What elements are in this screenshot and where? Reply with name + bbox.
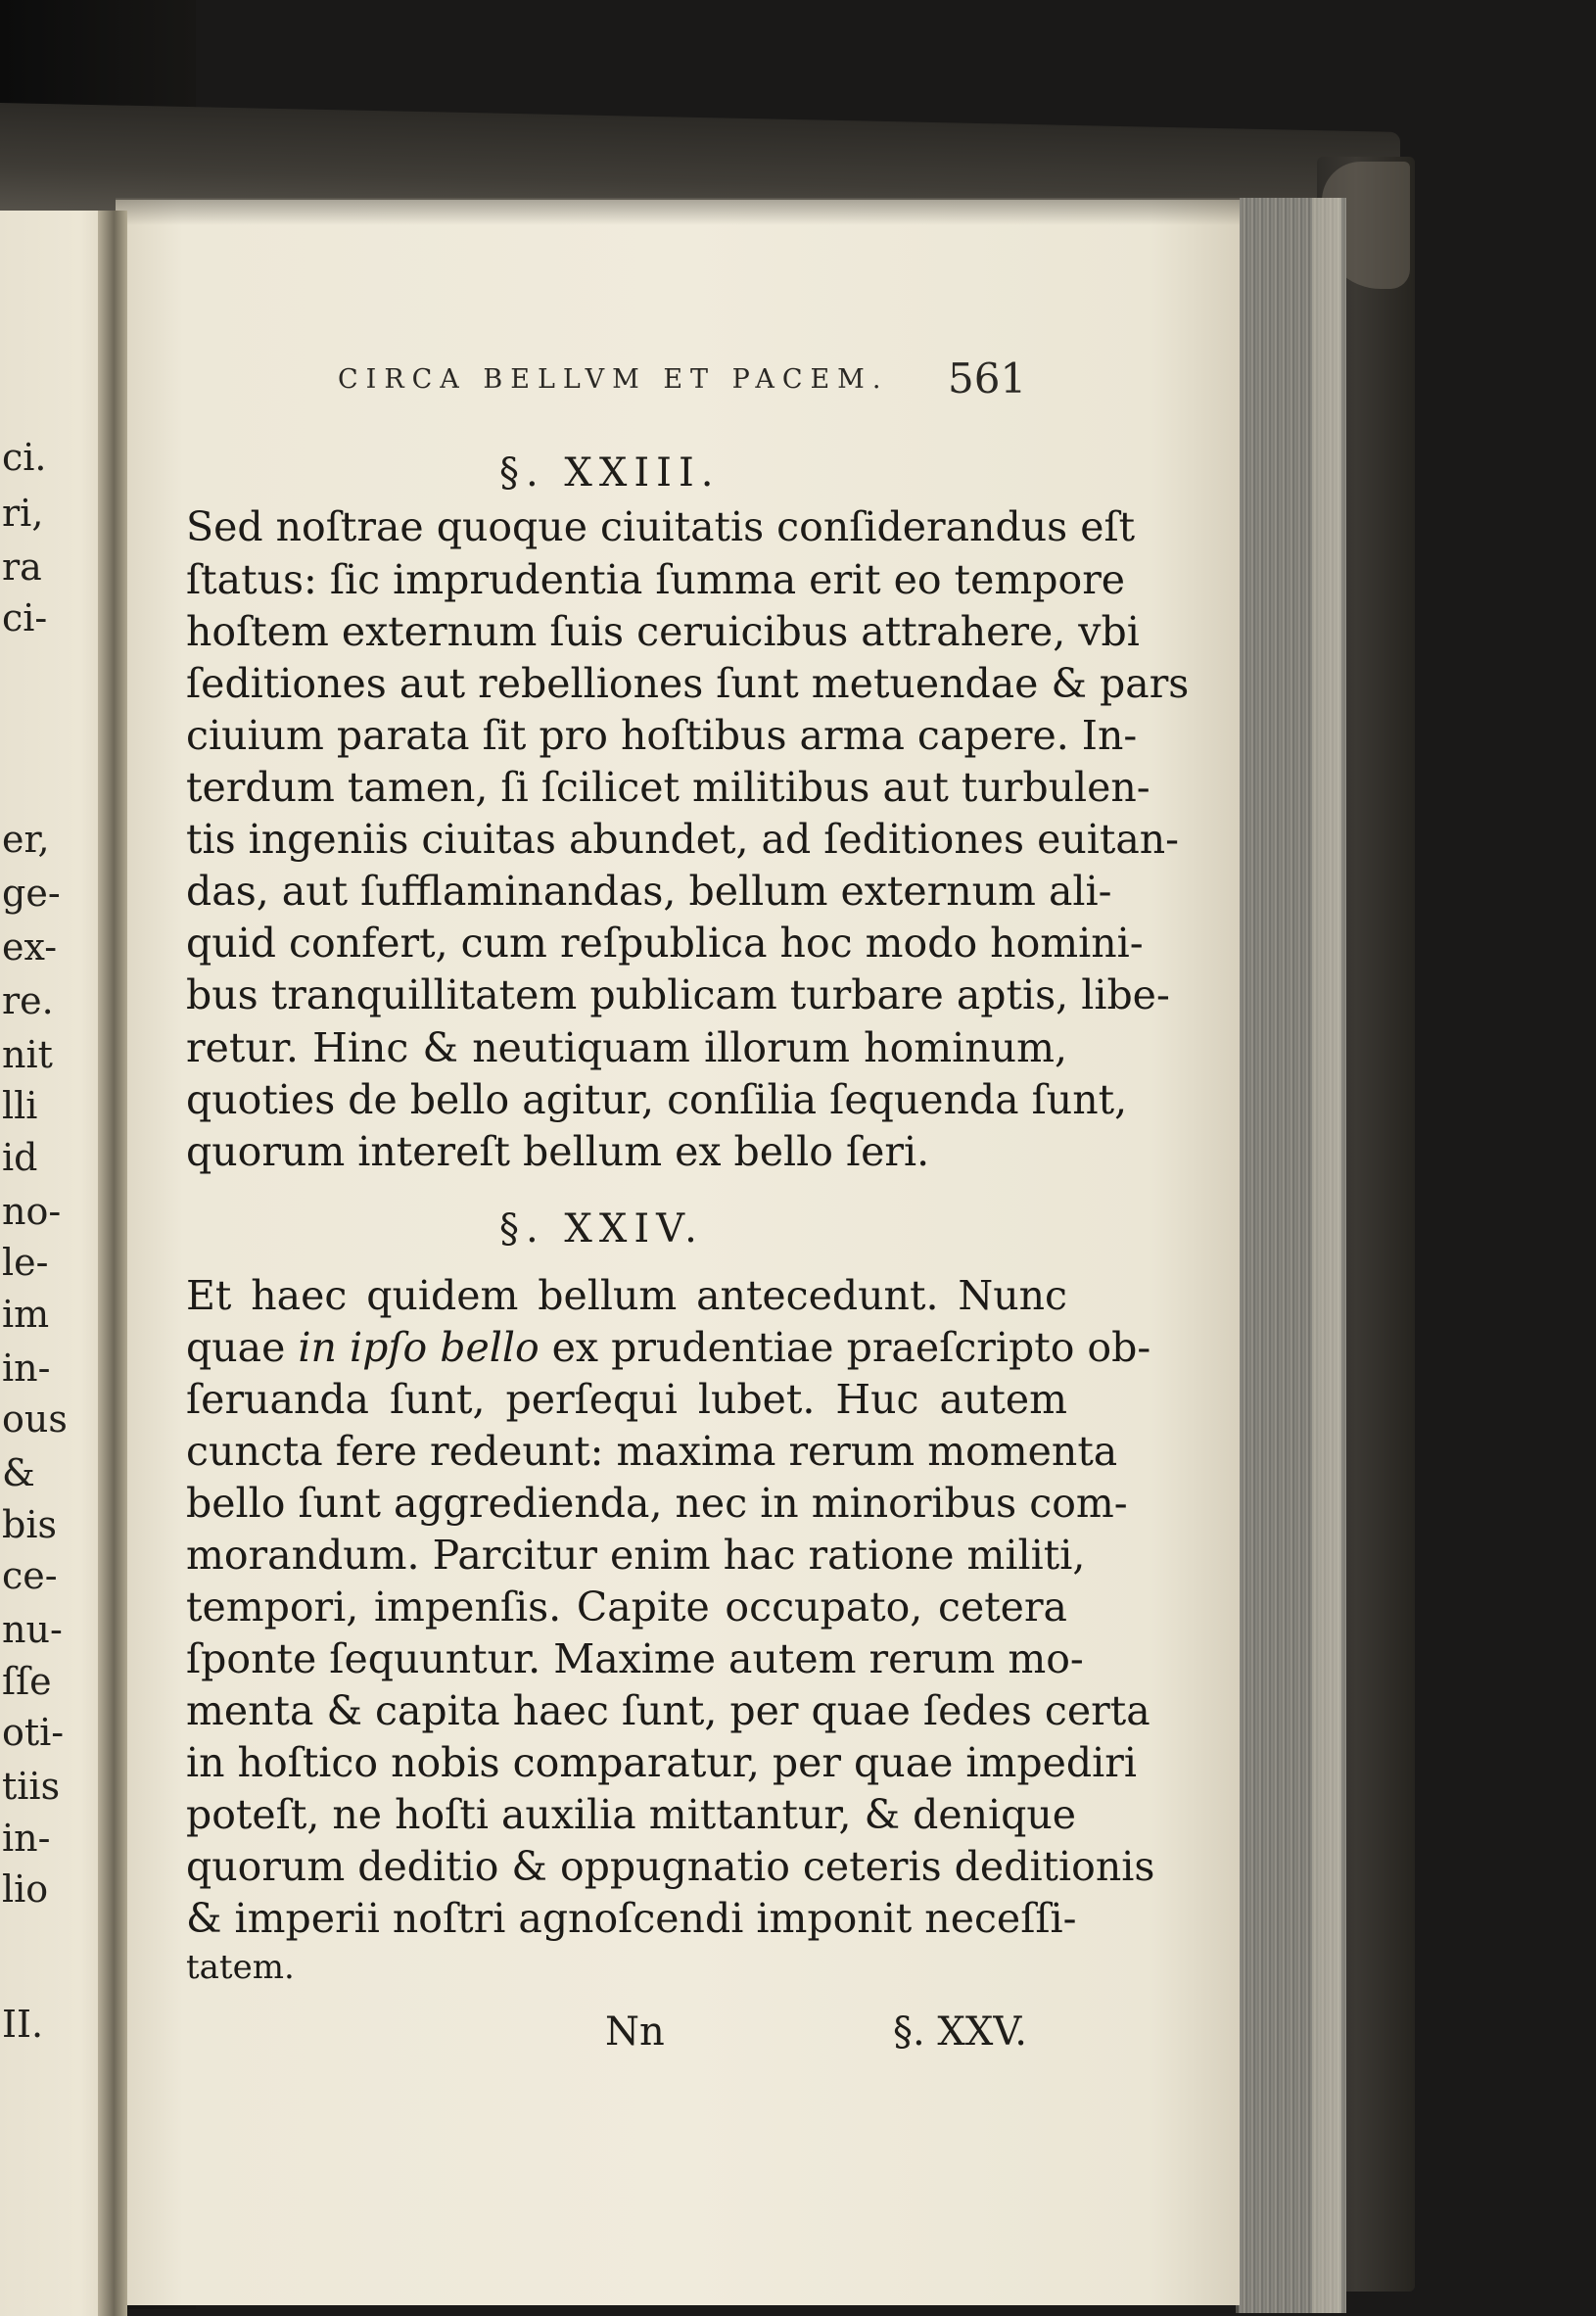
text-line: ſtatus: ſic imprudentia ſumma erit eo tempore bbox=[186, 556, 1126, 603]
text-line: ſeruanda ſunt, perſequi lubet. Huc autem bbox=[186, 1376, 1067, 1423]
text-segment: quae bbox=[186, 1324, 299, 1371]
book-gutter bbox=[98, 211, 127, 2316]
text-line: menta & capita haec ſunt, per quae ſedes certa bbox=[186, 1687, 1150, 1734]
left-fragment: le- bbox=[2, 1241, 49, 1284]
left-fragment: ce- bbox=[2, 1554, 58, 1597]
text-line: quorum intereſt bellum ex bello ſeri. bbox=[186, 1128, 930, 1175]
text-line: ſponte ſequuntur. Maxime autem rerum mo- bbox=[186, 1635, 1084, 1682]
left-fragment: ous bbox=[2, 1397, 68, 1441]
section-title: §. XXIII. bbox=[499, 450, 721, 496]
page-top-shadow bbox=[116, 198, 1240, 225]
signature-mark: Nn bbox=[605, 2009, 665, 2055]
page-number: 561 bbox=[948, 354, 1027, 402]
text-line: quid confert, cum reſpublica hoc modo homini- bbox=[186, 920, 1144, 967]
left-fragment: tiis bbox=[2, 1765, 61, 1808]
text-line: cuncta fere redeunt: maxima rerum momenta bbox=[186, 1428, 1118, 1475]
text-line: tempori, impenſis. Capite occupato, cetera bbox=[186, 1583, 1067, 1631]
text-line: & imperii noſtri agnoſcendi imponit neceſſi- bbox=[186, 1895, 1077, 1942]
left-fragment: bis bbox=[2, 1503, 57, 1546]
text-line: quorum deditio & oppugnatio ceteris deditionis bbox=[186, 1843, 1155, 1890]
catchword: §. XXV. bbox=[893, 2009, 1027, 2055]
text-line: bello ſunt aggredienda, nec in minoribus com- bbox=[186, 1480, 1128, 1527]
text-line: bus tranquillitatem publicam turbare aptis, libe- bbox=[186, 971, 1170, 1018]
left-fragment: nit bbox=[2, 1033, 53, 1076]
left-fragment: ge- bbox=[2, 872, 61, 915]
left-fragment: nu- bbox=[2, 1608, 63, 1651]
running-head: CIRCA BELLVM ET PACEM. bbox=[338, 364, 889, 395]
left-fragment: lli bbox=[2, 1084, 38, 1127]
left-fragment: id bbox=[2, 1136, 38, 1179]
text-line: tatem. bbox=[186, 1948, 295, 1987]
left-fragment: & bbox=[2, 1451, 35, 1494]
page-fore-edge-highlight bbox=[1312, 198, 1341, 2313]
text-line: quoties de bello agitur, conſilia ſequenda ſunt, bbox=[186, 1076, 1128, 1123]
left-fragment: er, bbox=[2, 818, 50, 861]
left-fragment: in- bbox=[2, 1817, 51, 1860]
left-fragment: no- bbox=[2, 1190, 62, 1233]
text-line: terdum tamen, ſi ſcilicet militibus aut turbulen- bbox=[186, 764, 1150, 811]
text-line: tis ingeniis ciuitas abundet, ad ſeditiones euitan- bbox=[186, 816, 1180, 863]
text-line: retur. Hinc & neutiquam illorum hominum, bbox=[186, 1024, 1067, 1071]
left-fragment: ra bbox=[2, 545, 42, 589]
left-fragment: ci- bbox=[2, 596, 48, 639]
text-line: in hoſtico nobis comparatur, per quae impediri bbox=[186, 1739, 1138, 1786]
left-fragment: ex- bbox=[2, 925, 58, 969]
left-fragment: lio bbox=[2, 1867, 49, 1911]
section-title: §. XXIV. bbox=[499, 1206, 704, 1252]
text-line: Sed noſtrae quoque ciuitatis conſiderandus eſt bbox=[186, 503, 1136, 550]
left-fragment: ri, bbox=[2, 492, 44, 535]
text-line: ciuium parata ſit pro hoſtibus arma capere. In- bbox=[186, 712, 1138, 759]
left-fragment: in- bbox=[2, 1347, 51, 1390]
left-fragment: ci. bbox=[2, 436, 47, 479]
text-line: hoſtem externum ſuis ceruicibus attrahere, vbi bbox=[186, 608, 1140, 655]
text-line: poteſt, ne hoſti auxilia mittantur, & denique bbox=[186, 1791, 1077, 1838]
text-line: Et haec quidem bellum antecedunt. Nunc bbox=[186, 1272, 1067, 1319]
text-segment: ex prudentiae praeſcripto ob- bbox=[539, 1324, 1151, 1371]
left-fragment: im bbox=[2, 1293, 50, 1336]
left-fragment: re. bbox=[2, 979, 54, 1022]
text-line-with-italic bbox=[186, 1324, 1151, 1371]
left-fragment: oti- bbox=[2, 1711, 65, 1754]
text-line: ſeditiones aut rebelliones ſunt metuendae & pars bbox=[186, 660, 1190, 707]
text-line: morandum. Parcitur enim hac ratione militi, bbox=[186, 1532, 1086, 1579]
left-fragment: II. bbox=[2, 2003, 44, 2046]
left-fragment: ſſe bbox=[2, 1660, 52, 1703]
italic-phrase: in ipſo bello bbox=[298, 1324, 540, 1371]
text-line: das, aut ſufflaminandas, bellum externum ali- bbox=[186, 868, 1112, 915]
